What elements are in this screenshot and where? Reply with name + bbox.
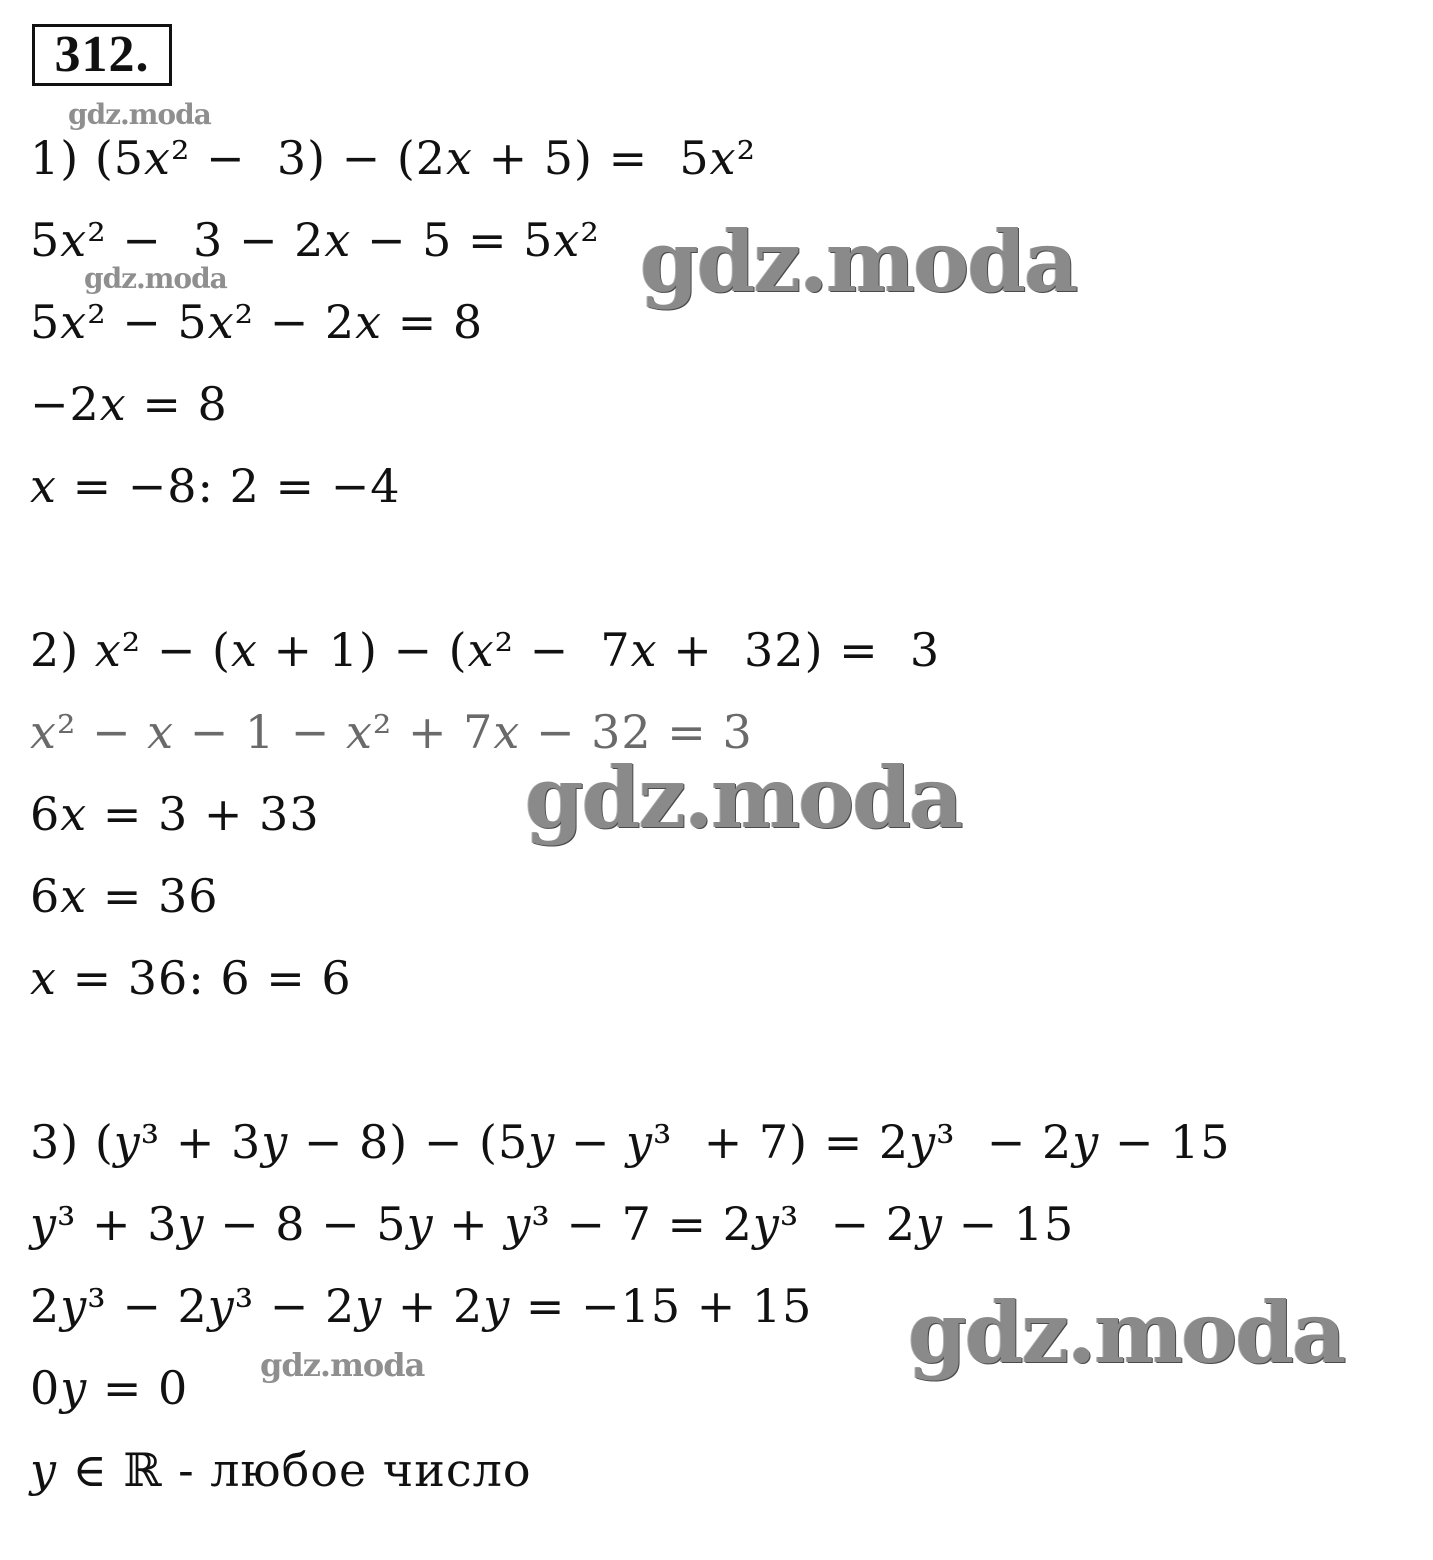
solution-line: 5𝑥² − 5𝑥² − 2𝑥 = 8	[30, 295, 484, 349]
watermark: gdz.moda	[260, 1346, 425, 1384]
solution-line: 2) 𝑥² − (𝑥 + 1) − (𝑥² − 7𝑥 + 32) = 3	[30, 623, 941, 677]
solution-line: −2𝑥 = 8	[30, 377, 228, 431]
solution-line: 𝑥 = 36: 6 = 6	[30, 951, 352, 1005]
solution-line: 0𝑦 = 0	[30, 1361, 189, 1415]
solution-line: 5𝑥² − 3 − 2𝑥 − 5 = 5𝑥²	[30, 213, 600, 267]
solution-line: 3) (𝑦³ + 3𝑦 − 8) − (5𝑦 − 𝑦³ + 7) = 2𝑦³ − 2𝑦 − 15	[30, 1115, 1231, 1169]
watermark: gdz.moda	[908, 1283, 1345, 1382]
watermark: gdz.moda	[68, 98, 211, 131]
watermark: gdz.moda	[525, 748, 962, 847]
problem-number: 312.	[32, 24, 172, 86]
solution-line: 𝑥 = −8: 2 = −4	[30, 459, 401, 513]
watermark: gdz.moda	[640, 212, 1077, 311]
solution-line: 1) (5𝑥² − 3) − (2𝑥 + 5) = 5𝑥²	[30, 131, 757, 185]
solution-line: 6𝑥 = 3 + 33	[30, 787, 320, 841]
solution-line: 𝑦 ∈ ℝ - любое число	[30, 1443, 532, 1497]
watermark: gdz.moda	[84, 262, 227, 295]
solution-line: 𝑥² − 𝑥 − 1 − 𝑥² + 7𝑥 − 32 = 3	[30, 705, 753, 759]
solution-line: 6𝑥 = 36	[30, 869, 219, 923]
solution-line: 𝑦³ + 3𝑦 − 8 − 5𝑦 + 𝑦³ − 7 = 2𝑦³ − 2𝑦 − 15	[30, 1197, 1075, 1251]
solution-line: 2𝑦³ − 2𝑦³ − 2𝑦 + 2𝑦 = −15 + 15	[30, 1279, 813, 1333]
